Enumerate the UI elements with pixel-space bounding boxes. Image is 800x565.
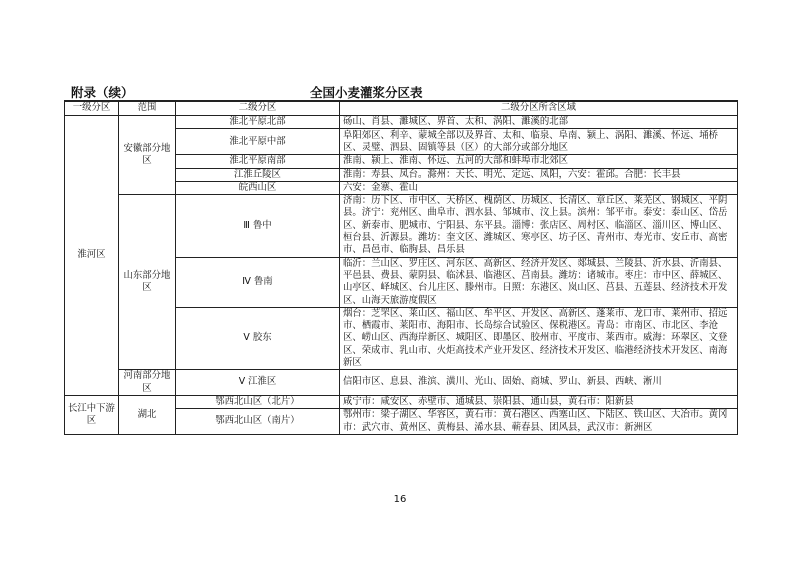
table-row [65,195,738,257]
areas-cell: 济南：历下区、市中区、天桥区、槐荫区、历城区、长清区、章丘区、莱芜区、钢城区、平阴县。济宁：兖州区、曲阜市、泗水县、邹城市、汶上县。滨州：邹平市。泰安：泰山区、岱岳区、新泰市、肥城市、宁阳县、东平县。淄博：张店区、周村区、临淄区、淄川区、博山区、桓台县、沂源县。潍坊：奎文区、潍城区、寒亭区、坊子区、青州市、寿光市、安丘市、高密市、昌邑市、临朐县、昌乐县 [340,195,738,257]
level2-cell: Ⅲ 鲁中 [176,195,340,257]
level1-cell: 淮河区 [65,116,119,396]
table-row [65,370,738,396]
header-areas: 二级分区所含区域 [340,101,738,116]
level2-cell: 江淮丘陵区 [176,168,340,181]
appendix-label: 附录（续） [71,85,134,100]
page-number: 16 [393,494,407,505]
areas-cell: 临沂：兰山区、罗庄区、河东区、高新区、经济开发区、郯城县、兰陵县、沂水县、沂南县、平邑县、费县、蒙阴县、临沭县、临港区、莒南县。潍坊：诸城市。枣庄：市中区、薛城区、山亭区、峄城区、台儿庄区、滕州市。日照：东港区、岚山区、莒县、五莲县、经济技术开发区、山海天旅游度假区 [340,257,738,307]
level2-cell: 皖西山区 [176,181,340,194]
areas-cell: 鄂州市：梁子湖区、华容区，黄石市：黄石港区、西塞山区、下陆区、铁山区、大冶市。黄冈市：武穴市、黄州区、黄梅县、浠水县、蕲春县、团风县，武汉市：新洲区 [340,409,738,435]
scope-cell: 山东部分地区 [119,195,176,370]
level2-cell: 淮北平原北部 [176,116,340,129]
table-row [65,395,738,408]
areas-cell: 烟台：芝罘区、莱山区、福山区、牟平区、开发区、高新区、蓬莱市、龙口市、莱州市、招远市、栖霞市、莱阳市、海阳市、长岛综合试验区、保税港区。青岛：市南区、市北区、李沧区、崂山区、西海岸新区、城阳区、即墨区、胶州市、平度市、莱西市。威海：环翠区、文登区、荣成市、乳山市、火炬高技术产业开发区、经济技术开发区、临港经济技术开发区、南海新区 [340,307,738,369]
table-row [65,116,738,129]
areas-cell: 阜阳郊区、利辛、蒙城全部以及界首、太和、临泉、阜南、颍上、涡阳、濉溪、怀远、埇桥区、灵璧、泗县、固镇等县（区）的大部分或部分地区 [340,129,738,155]
areas-cell: 六安：金寨、霍山 [340,181,738,194]
header-level1: 一级分区 [65,101,119,116]
level2-cell: 鄂西北山区（南片） [176,409,340,435]
areas-cell: 信阳市区、息县、淮滨、潢川、光山、固始、商城、罗山、新县、西峡、淅川 [340,370,738,396]
zoning-table [64,100,738,435]
scope-cell: 湖北 [119,395,176,434]
scope-cell: 河南部分地区 [119,370,176,396]
level1-cell: 长江中下游区 [65,395,119,434]
header-level2: 二级分区 [176,101,340,116]
level2-cell: Ⅳ 鲁南 [176,257,340,307]
level2-cell: 鄂西北山区（北片） [176,395,340,408]
header-scope: 范围 [119,101,176,116]
areas-cell: 咸宁市：咸安区、赤壁市、通城县、崇阳县、通山县，黄石市：阳新县 [340,395,738,408]
areas-cell: 砀山、肖县、濉城区、界首、太和、涡阳、濉溪的北部 [340,116,738,129]
table-title: 全国小麦灌浆分区表 [310,85,423,100]
level2-cell: 淮北平原南部 [176,155,340,168]
level2-cell: Ⅴ 江淮区 [176,370,340,396]
table-header-row [65,101,738,116]
level2-cell: 淮北平原中部 [176,129,340,155]
scope-cell: 安徽部分地区 [119,116,176,195]
level2-cell: Ⅴ 胶东 [176,307,340,369]
areas-cell: 淮南：寿县、凤台。滁州：天长、明光、定远、凤阳，六安：霍邱。合肥：长丰县 [340,168,738,181]
areas-cell: 淮南、颍上、淮南、怀远、五河的大部和蚌埠市北郊区 [340,155,738,168]
